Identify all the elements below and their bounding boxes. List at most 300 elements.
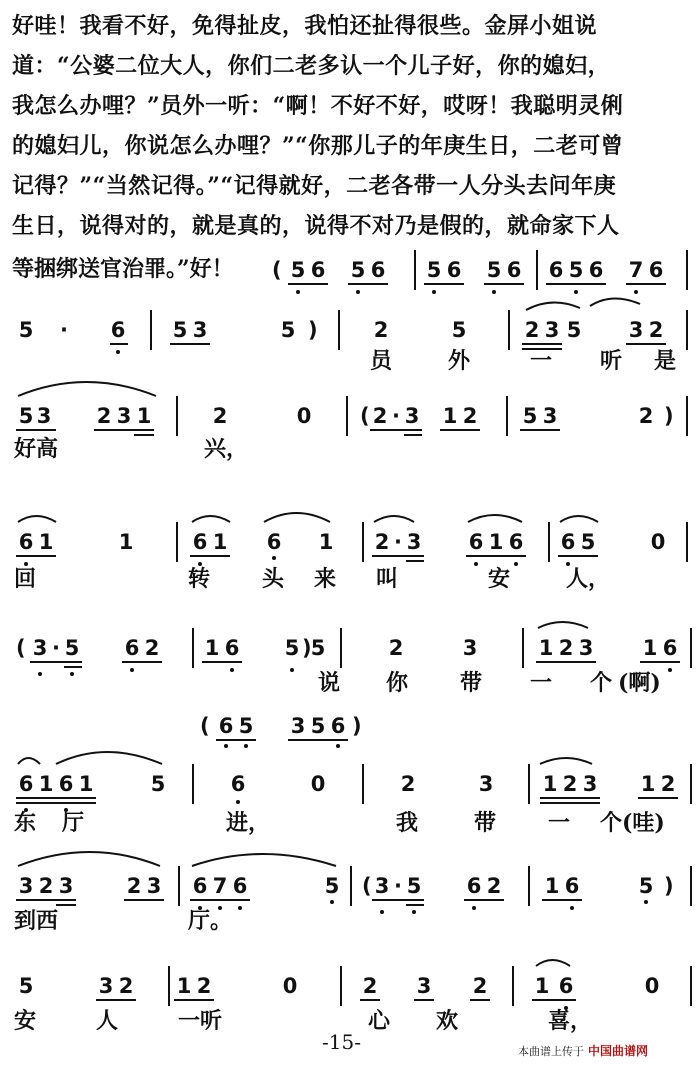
bar-line <box>338 310 340 350</box>
note: 1 <box>204 636 220 660</box>
underline <box>372 555 424 557</box>
note: 3 <box>116 404 132 428</box>
note: 5 <box>522 404 538 428</box>
underline <box>626 283 666 285</box>
lyric: 兴， <box>204 436 249 462</box>
low-dot <box>330 900 334 904</box>
note: 5 <box>451 318 467 342</box>
underline <box>536 661 596 663</box>
note: 7 <box>212 874 228 898</box>
low-dot <box>296 290 300 294</box>
note: 2 <box>38 874 54 898</box>
note: 2 <box>660 772 676 796</box>
note: 6 <box>310 258 326 282</box>
lyric: 一听 <box>178 1008 223 1034</box>
note: 5 <box>310 714 326 738</box>
bar-line <box>168 966 170 1006</box>
bar-line <box>522 628 524 668</box>
prose-line: 的媳妇儿，你说怎么办哩？”“你那儿子的年庚生日，二老可曾 <box>12 133 624 159</box>
slur <box>56 752 162 764</box>
slur <box>538 622 588 628</box>
note: 5 <box>18 318 34 342</box>
note: 5 <box>426 258 442 282</box>
note: 6 <box>560 530 576 554</box>
note: 0 <box>310 772 326 796</box>
paren: ) <box>352 714 362 738</box>
note: 1 <box>542 772 558 796</box>
note: 3 <box>36 404 52 428</box>
underline <box>414 999 434 1001</box>
note: 3 <box>290 714 306 738</box>
note: 6 <box>466 874 482 898</box>
note: 0 <box>644 974 660 998</box>
paren: ) <box>308 318 318 342</box>
prose-line: 生日，说得对的，就是真的，说得不对乃是假的，就命家下人 <box>12 213 620 239</box>
note: 1 <box>212 530 228 554</box>
underline <box>56 904 76 906</box>
underline <box>216 739 256 741</box>
underline <box>16 802 96 804</box>
bar-line <box>362 764 364 804</box>
bar-line <box>340 628 342 668</box>
note: 6 <box>558 974 574 998</box>
underline <box>466 555 526 557</box>
bar-line <box>150 310 152 350</box>
underline <box>522 343 562 345</box>
note: 3 <box>374 874 390 898</box>
underline <box>202 661 242 663</box>
note: 6 <box>564 874 580 898</box>
prose-line: 记得？”“当然记得。”“记得就好，二老各带一人分头去问年庚 <box>12 173 617 199</box>
bar-line <box>176 522 178 562</box>
note: 3 <box>98 974 114 998</box>
note: 1 <box>118 530 134 554</box>
low-dot <box>70 672 74 676</box>
lyric: 人， <box>566 566 611 592</box>
note: 1 <box>640 772 656 796</box>
paren: ( <box>16 636 26 660</box>
low-dot <box>644 900 648 904</box>
slur <box>18 758 40 764</box>
slur <box>18 382 156 396</box>
bar-line <box>690 966 692 1006</box>
underline <box>520 429 560 431</box>
low-dot <box>668 668 672 672</box>
underline <box>124 899 164 901</box>
slur <box>560 516 598 522</box>
note: 2 <box>400 772 416 796</box>
note: 0 <box>282 974 298 998</box>
low-dot <box>474 562 478 566</box>
underline <box>348 283 388 285</box>
note: 1 <box>176 974 192 998</box>
low-dot <box>356 290 360 294</box>
underline <box>170 343 210 345</box>
underline <box>532 999 576 1001</box>
note: 5 <box>150 772 166 796</box>
note: 6 <box>58 772 74 796</box>
prose-line: 我怎么办哩？”员外一听：“啊！不好不好，哎呀！我聪明灵俐 <box>12 93 624 119</box>
note: 5 <box>310 636 326 660</box>
bar-line <box>686 396 688 436</box>
underline <box>16 429 56 431</box>
note: 0 <box>650 530 666 554</box>
lyric-text: 等捆绑送官治罪。”好！ <box>12 256 234 282</box>
note: 3 <box>192 318 208 342</box>
note: 1 <box>534 974 550 998</box>
lyric: 欢 <box>436 1008 459 1034</box>
bar-line <box>690 628 692 668</box>
underline <box>110 343 128 345</box>
note: 5 <box>238 714 254 738</box>
underline <box>16 555 56 557</box>
slur <box>18 852 160 866</box>
bar-line <box>508 310 510 350</box>
underline <box>288 739 348 741</box>
note: 0 <box>296 404 312 428</box>
note: 5 <box>638 874 654 898</box>
slur <box>526 302 580 310</box>
low-dot <box>38 672 42 676</box>
note: 2 <box>96 404 112 428</box>
slur <box>536 960 570 966</box>
lyric: 进， <box>226 810 271 836</box>
lyric: 安 <box>14 1008 37 1034</box>
augmentation-dot: · <box>394 874 402 898</box>
watermark-text: 本曲谱上传于 <box>518 1045 584 1058</box>
prose-line: 好哇！我看不好，免得扯皮，我怕还扯得很些。金屏小姐说 <box>12 13 598 39</box>
note: 2 <box>126 874 142 898</box>
paren: ( <box>362 874 372 898</box>
lyric: 头 <box>262 566 285 592</box>
low-dot <box>244 744 248 748</box>
lyric: 外 <box>448 348 471 374</box>
low-dot <box>380 910 384 914</box>
note: 2 <box>638 404 654 428</box>
note: 3 <box>462 636 478 660</box>
paren: ) <box>664 874 674 898</box>
bar-line <box>536 250 538 290</box>
note: 5 <box>290 258 306 282</box>
low-dot <box>492 290 496 294</box>
lyric: 个(哇) <box>600 810 665 836</box>
bar-line <box>178 866 180 906</box>
note: 2 <box>558 636 574 660</box>
bar-line <box>350 866 352 906</box>
bar-line <box>340 966 342 1006</box>
note: 5 <box>406 874 422 898</box>
page-number: -15- <box>322 1030 361 1054</box>
bar-line <box>528 764 530 804</box>
underline <box>626 343 666 345</box>
note: 6 <box>110 318 126 342</box>
note: 5 <box>280 318 296 342</box>
underline <box>406 904 424 906</box>
lyric: 个 <box>590 670 613 696</box>
note: 5 <box>18 974 34 998</box>
low-dot <box>570 906 574 910</box>
underline <box>190 555 230 557</box>
note: 6 <box>266 530 282 554</box>
note: 2 <box>388 636 404 660</box>
note: 3 <box>628 318 644 342</box>
bar-line <box>686 250 688 290</box>
note: 5 <box>350 258 366 282</box>
note: 6 <box>506 258 522 282</box>
note: 6 <box>18 530 34 554</box>
note: 1 <box>78 772 94 796</box>
note: 1 <box>38 530 54 554</box>
note: 2 <box>362 974 378 998</box>
note: 1 <box>544 874 560 898</box>
note: 6 <box>508 530 524 554</box>
underline <box>96 999 136 1001</box>
bar-line <box>346 396 348 436</box>
note: 6 <box>468 530 484 554</box>
underline <box>638 797 678 799</box>
note: 3 <box>146 874 162 898</box>
lyric: 好高 <box>14 436 59 462</box>
note: 6 <box>446 258 462 282</box>
low-dot <box>224 744 228 748</box>
note: 7 <box>628 258 644 282</box>
paren: ) <box>302 636 312 660</box>
note: 2 <box>374 530 390 554</box>
slur <box>264 513 330 522</box>
slur <box>192 854 336 866</box>
note: 2 <box>118 974 134 998</box>
note: 6 <box>230 772 246 796</box>
augmentation-dot: · <box>60 318 68 342</box>
lyric: 听 <box>600 348 623 374</box>
low-dot <box>238 906 242 910</box>
prose-block <box>12 6 696 246</box>
paren: ( <box>200 714 210 738</box>
note: 3 <box>404 404 420 428</box>
underline <box>404 434 422 436</box>
lyric: 喜， <box>548 1008 593 1034</box>
underline <box>360 999 380 1001</box>
note: 3 <box>406 530 422 554</box>
underline <box>540 802 600 804</box>
lyric: (啊) <box>618 670 661 696</box>
lyric: 说 <box>318 670 341 696</box>
note: 5 <box>18 404 34 428</box>
underline <box>372 899 424 901</box>
bar-line <box>176 396 178 436</box>
note: 6 <box>588 258 604 282</box>
bar-line <box>362 522 364 562</box>
underline <box>424 283 464 285</box>
augmentation-dot: · <box>394 530 402 554</box>
low-dot <box>116 350 120 354</box>
underline <box>370 429 422 431</box>
note: 3 <box>544 318 560 342</box>
low-dot <box>432 290 436 294</box>
underline <box>542 899 582 901</box>
bar-line <box>690 866 692 906</box>
note: 5 <box>568 258 584 282</box>
note: 5 <box>284 636 300 660</box>
slur <box>374 516 414 522</box>
lyric: 来 <box>314 566 337 592</box>
note: 3 <box>478 772 494 796</box>
lyric: 一 <box>530 670 553 696</box>
note: 6 <box>662 636 678 660</box>
site-logo: 中国曲谱网 <box>588 1044 649 1058</box>
low-dot <box>412 910 416 914</box>
note: 3 <box>578 636 594 660</box>
underline <box>546 283 606 285</box>
note: 2 <box>472 974 488 998</box>
underline <box>640 661 680 663</box>
bar-line <box>528 866 530 906</box>
bar-line <box>686 310 688 350</box>
note: 6 <box>330 714 346 738</box>
note: 2 <box>196 974 212 998</box>
underline <box>64 666 82 668</box>
lyric: 回 <box>14 566 37 592</box>
underline <box>558 555 598 557</box>
lyric: 带 <box>474 810 497 836</box>
underline <box>174 999 214 1001</box>
note: 3 <box>18 874 34 898</box>
underline <box>484 283 524 285</box>
note: 2 <box>144 636 160 660</box>
note: 2 <box>462 404 478 428</box>
bar-line <box>686 522 688 562</box>
low-dot <box>514 562 518 566</box>
low-dot <box>574 290 578 294</box>
low-dot <box>472 906 476 910</box>
paren: ( <box>272 258 282 282</box>
note: 6 <box>18 772 34 796</box>
note: 6 <box>648 258 664 282</box>
lyric: 我 <box>396 810 419 836</box>
slur <box>18 516 56 522</box>
note: 2 <box>486 874 502 898</box>
note: 6 <box>370 258 386 282</box>
lyric: 厅 <box>62 810 85 836</box>
low-dot <box>336 744 340 748</box>
underline <box>16 899 76 901</box>
note: 3 <box>582 772 598 796</box>
underline <box>540 797 600 799</box>
lyric: 人 <box>96 1008 119 1034</box>
underline <box>470 999 490 1001</box>
note: 1 <box>538 636 554 660</box>
note: 5 <box>324 874 340 898</box>
underline <box>94 429 154 431</box>
note: 5 <box>64 636 80 660</box>
note: 1 <box>642 636 658 660</box>
low-dot <box>230 668 234 672</box>
underline <box>464 899 504 901</box>
note: 2 <box>648 318 664 342</box>
underline <box>288 283 328 285</box>
lyric: 转 <box>188 566 211 592</box>
low-dot <box>236 800 240 804</box>
underline <box>134 434 154 436</box>
note: 2 <box>212 404 228 428</box>
note: 1 <box>488 530 504 554</box>
lyric: 带 <box>460 670 483 696</box>
low-dot <box>130 668 134 672</box>
lyric: 安 <box>488 566 511 592</box>
note: 1 <box>38 772 54 796</box>
augmentation-dot: · <box>52 636 60 660</box>
augmentation-dot: · <box>392 404 400 428</box>
slur <box>590 298 640 306</box>
note: 2 <box>373 318 389 342</box>
lyric: 一 <box>530 348 553 374</box>
bar-line <box>512 966 514 1006</box>
underline <box>190 899 250 901</box>
note: 1 <box>136 404 152 428</box>
note: 6 <box>548 258 564 282</box>
note: 1 <box>318 530 334 554</box>
lyric: 到西 <box>14 908 59 934</box>
lyric: 叫 <box>376 566 399 592</box>
bar-line <box>192 628 194 668</box>
lyric: 厅。 <box>188 908 233 934</box>
note: 2 <box>562 772 578 796</box>
bar-line <box>506 396 508 436</box>
bar-line <box>690 764 692 804</box>
underline <box>122 661 162 663</box>
note: 3 <box>58 874 74 898</box>
note: 6 <box>124 636 140 660</box>
note: 5 <box>580 530 596 554</box>
lyric: 是 <box>654 348 677 374</box>
paren: ) <box>664 404 674 428</box>
note: 2 <box>372 404 388 428</box>
low-dot <box>272 556 276 560</box>
prose-line: 道：“公婆二位大人，你们二老多认一个儿子好，你的媳妇， <box>12 53 611 79</box>
note: 3 <box>416 974 432 998</box>
lyric: 心 <box>368 1008 391 1034</box>
note: 6 <box>218 714 234 738</box>
underline <box>406 560 424 562</box>
slur <box>540 758 592 764</box>
note: 6 <box>232 874 248 898</box>
low-dot <box>634 290 638 294</box>
note: 2 <box>524 318 540 342</box>
note: 5 <box>566 318 582 342</box>
note: 3 <box>542 404 558 428</box>
underline <box>440 429 480 431</box>
lyric: 你 <box>386 670 409 696</box>
note: 1 <box>442 404 458 428</box>
lyric: 员 <box>370 348 393 374</box>
note: 6 <box>224 636 240 660</box>
paren: ( <box>360 404 370 428</box>
note: 3 <box>32 636 48 660</box>
underline <box>30 661 82 663</box>
bar-line <box>548 522 550 562</box>
slur <box>192 516 230 522</box>
source-watermark <box>518 1042 648 1059</box>
note: 5 <box>486 258 502 282</box>
note: 6 <box>192 874 208 898</box>
bar-line <box>192 764 194 804</box>
lyric: 东 <box>14 810 37 836</box>
note: 5 <box>172 318 188 342</box>
slur <box>468 515 522 522</box>
lyric: 一 <box>548 810 571 836</box>
note: 6 <box>192 530 208 554</box>
bar-line <box>414 250 416 290</box>
